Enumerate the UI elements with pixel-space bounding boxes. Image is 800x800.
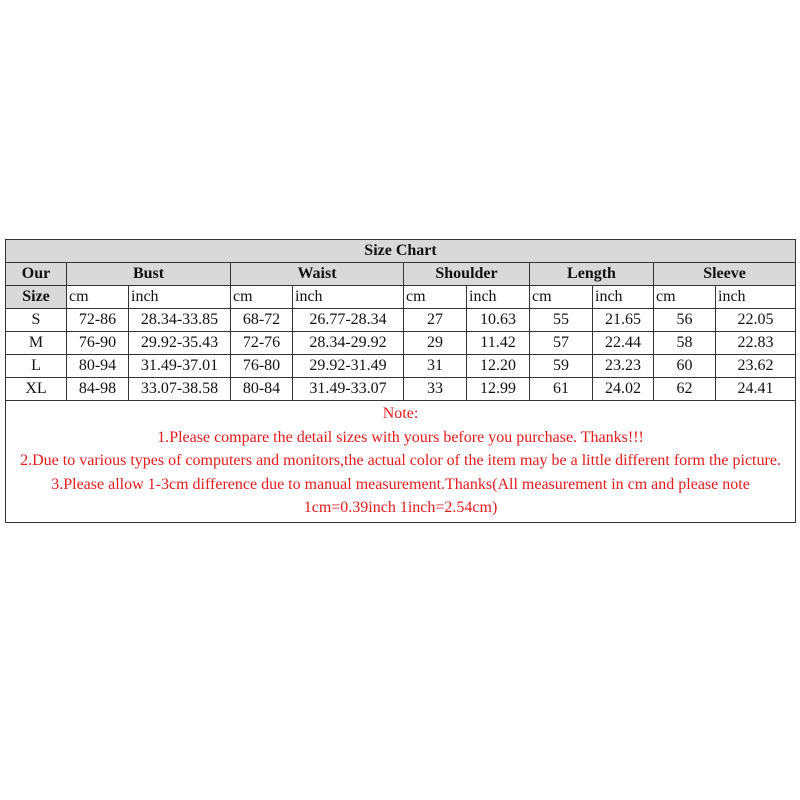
- waist-cm-unit: cm: [231, 286, 293, 309]
- shoulder-inch-value: 12.20: [467, 355, 530, 378]
- length-cm-value: 55: [530, 309, 593, 332]
- waist-cm-value: 68-72: [231, 309, 293, 332]
- chart-title: Size Chart: [6, 240, 796, 263]
- length-header: Length: [530, 263, 654, 286]
- notes-row: [6, 401, 796, 523]
- shoulder-cm-value: 33: [404, 378, 467, 401]
- bust-cm-unit: cm: [67, 286, 129, 309]
- waist-inch-value: 28.34-29.92: [293, 332, 404, 355]
- sleeve-inch-value: 23.62: [716, 355, 796, 378]
- bust-cm-value: 76-90: [67, 332, 129, 355]
- note-line-1: 1.Please compare the detail sizes with yours before you purchase. Thanks!!!: [157, 428, 644, 446]
- bust-cm-value: 80-94: [67, 355, 129, 378]
- bust-inch-value: 33.07-38.58: [129, 378, 231, 401]
- shoulder-cm-value: 31: [404, 355, 467, 378]
- size-header-bottom: Size: [6, 286, 67, 309]
- table-row: [6, 309, 796, 332]
- sleeve-cm-value: 60: [654, 355, 716, 378]
- shoulder-cm-value: 29: [404, 332, 467, 355]
- table-row: [6, 355, 796, 378]
- group-header-row: [6, 263, 796, 286]
- length-cm-value: 59: [530, 355, 593, 378]
- table-row: [6, 332, 796, 355]
- waist-cm-value: 72-76: [231, 332, 293, 355]
- sleeve-cm-value: 58: [654, 332, 716, 355]
- waist-cm-value: 76-80: [231, 355, 293, 378]
- bust-inch-value: 31.49-37.01: [129, 355, 231, 378]
- note-heading: Note:: [382, 405, 419, 422]
- length-inch-value: 21.65: [593, 309, 654, 332]
- length-inch-value: 23.23: [593, 355, 654, 378]
- shoulder-header: Shoulder: [404, 263, 530, 286]
- table-row: [6, 378, 796, 401]
- shoulder-inch-value: 10.63: [467, 309, 530, 332]
- title-row: [6, 240, 796, 263]
- waist-header: Waist: [231, 263, 404, 286]
- waist-cm-value: 80-84: [231, 378, 293, 401]
- notes-block: [6, 401, 796, 523]
- note-line-2: 2.Due to various types of computers and monitors,the actual color of the item may be a little different form the picture.: [20, 452, 781, 469]
- waist-inch-value: 31.49-33.07: [293, 378, 404, 401]
- length-inch-value: 24.02: [593, 378, 654, 401]
- length-cm-value: 61: [530, 378, 593, 401]
- bust-inch-unit: inch: [129, 286, 231, 309]
- size-header-top: Our: [6, 263, 67, 286]
- shoulder-inch-unit: inch: [467, 286, 530, 309]
- sleeve-inch-value: 22.05: [716, 309, 796, 332]
- waist-inch-value: 29.92-31.49: [293, 355, 404, 378]
- shoulder-cm-value: 27: [404, 309, 467, 332]
- bust-cm-value: 72-86: [67, 309, 129, 332]
- bust-inch-value: 29.92-35.43: [129, 332, 231, 355]
- size-label: S: [6, 309, 67, 332]
- size-chart-table: [5, 239, 796, 523]
- sleeve-cm-unit: cm: [654, 286, 716, 309]
- sleeve-header: Sleeve: [654, 263, 796, 286]
- waist-inch-value: 26.77-28.34: [293, 309, 404, 332]
- size-label: M: [6, 332, 67, 355]
- bust-cm-value: 84-98: [67, 378, 129, 401]
- shoulder-inch-value: 12.99: [467, 378, 530, 401]
- size-label: L: [6, 355, 67, 378]
- sleeve-cm-value: 62: [654, 378, 716, 401]
- length-cm-value: 57: [530, 332, 593, 355]
- shoulder-cm-unit: cm: [404, 286, 467, 309]
- sleeve-cm-value: 56: [654, 309, 716, 332]
- bust-header: Bust: [67, 263, 231, 286]
- sleeve-inch-value: 22.83: [716, 332, 796, 355]
- sleeve-inch-value: 24.41: [716, 378, 796, 401]
- size-label: XL: [6, 378, 67, 401]
- length-inch-value: 22.44: [593, 332, 654, 355]
- bust-inch-value: 28.34-33.85: [129, 309, 231, 332]
- shoulder-inch-value: 11.42: [467, 332, 530, 355]
- length-cm-unit: cm: [530, 286, 593, 309]
- waist-inch-unit: inch: [293, 286, 404, 309]
- sleeve-inch-unit: inch: [716, 286, 796, 309]
- unit-header-row: [6, 286, 796, 309]
- length-inch-unit: inch: [593, 286, 654, 309]
- note-line-3: 3.Please allow 1-3cm difference due to manual measurement.Thanks(All measurement in cm and please note 1cm=0.39inch 1inch=2.54cm): [51, 475, 750, 516]
